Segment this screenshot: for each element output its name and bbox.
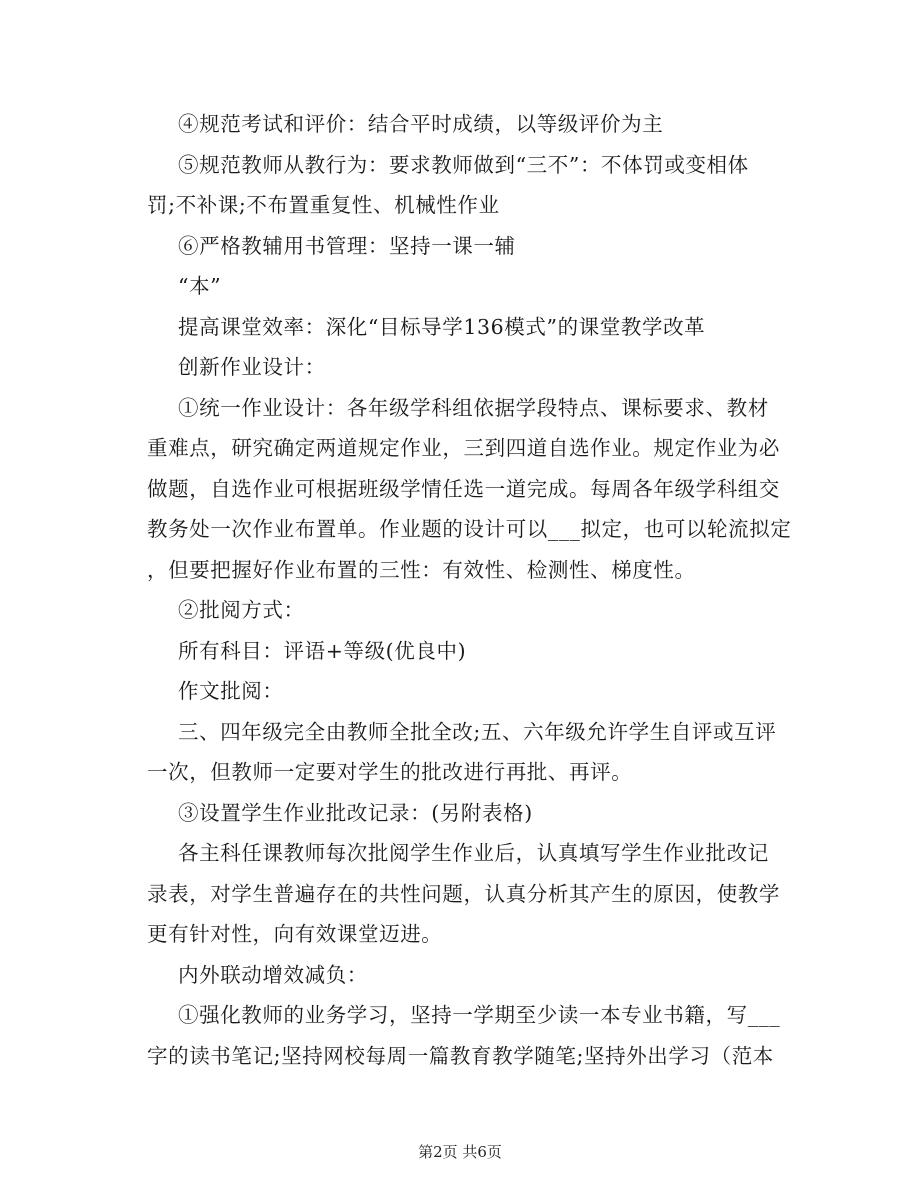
paragraph-p14 <box>147 955 775 996</box>
paragraph-p9 <box>147 631 775 672</box>
paragraph-p8 <box>147 590 775 631</box>
text-line: 创新作业设计： <box>178 355 326 379</box>
text-line: 内外联动增效减负： <box>178 962 368 987</box>
text-line: 罚;不补课;不布置重复性、机械性作业 <box>147 193 500 217</box>
text-line: 做题，自选作业可根据班级学情任选一道完成。每周各年级学科组交 <box>147 476 780 501</box>
text-line: ②批阅方式： <box>178 598 305 622</box>
text-line: 一次，但教师一定要对学生的批改进行再批、再评。 <box>147 760 633 784</box>
paragraph-p15 <box>147 995 781 1076</box>
text-line: 重难点，研究确定两道规定作业，三到四道自选作业。规定作业为必 <box>147 436 780 460</box>
paragraph-p10 <box>147 671 775 712</box>
text-line: ④规范考试和评价：结合平时成绩，以等级评价为主 <box>178 112 664 136</box>
text-line: ①强化教师的业务学习，坚持一学期至少读一本专业书籍，写___ <box>178 1003 781 1027</box>
paragraph-p6 <box>147 347 775 388</box>
paragraph-p1 <box>147 104 775 145</box>
paragraph-p5 <box>147 307 775 348</box>
text-line: 提高课堂效率：深化“目标导学136模式”的课堂教学改革 <box>178 314 706 339</box>
paragraph-p3 <box>147 226 775 267</box>
text-line: ①统一作业设计：各年级学科组依据学段特点、课标要求、教材 <box>178 395 769 420</box>
text-line: ③设置学生作业批改记录：(另附表格) <box>178 800 533 825</box>
text-line: 教务处一次作业布置单。作业题的设计可以___拟定，也可以轮流拟定 <box>147 517 792 541</box>
text-line: ，但要把握好作业布置的三性：有效性、检测性、梯度性。 <box>147 557 696 582</box>
paragraph-p13 <box>147 833 780 955</box>
paragraph-p2 <box>147 145 775 226</box>
text-line: 所有科目：评语+等级(优良中) <box>178 638 467 663</box>
text-line: 字的读书笔记;坚持网校每周一篇教育教学随笔;坚持外出学习（范本 <box>147 1043 774 1068</box>
text-line: 各主科任课教师每次批阅学生作业后，认真填写学生作业批改记 <box>178 841 769 865</box>
text-line: 录表，对学生普遍存在的共性问题，认真分析其产生的原因，使教学 <box>147 881 780 906</box>
paragraph-p7 <box>147 388 792 591</box>
page-number-footer: 第2页 共6页 <box>418 1143 502 1161</box>
paragraph-p12 <box>147 793 775 834</box>
paragraph-p4 <box>147 266 775 307</box>
text-line: ⑤规范教师从教行为：要求教师做到“三不”：不体罚或变相体 <box>178 152 749 177</box>
text-line: 作文批阅： <box>178 679 284 703</box>
text-line: ⑥严格教辅用书管理：坚持一课一辅 <box>178 233 516 258</box>
document-body <box>147 104 792 1076</box>
text-line: 更有针对性，向有效课堂迈进。 <box>147 922 443 946</box>
text-line: “本” <box>178 274 222 298</box>
text-line: 三、四年级完全由教师全批全改;五、六年级允许学生自评或互评 <box>178 719 777 744</box>
paragraph-p11 <box>147 712 775 793</box>
